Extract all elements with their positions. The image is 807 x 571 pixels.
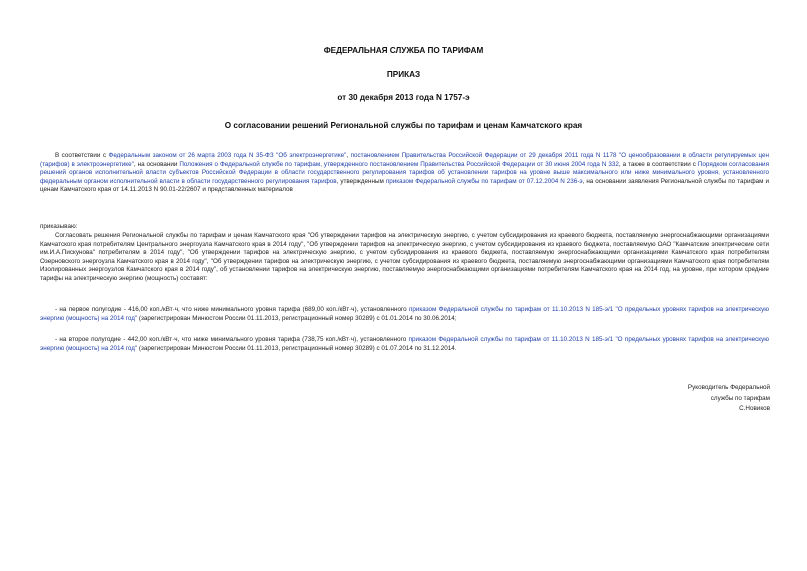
list-item-first-half [40, 306, 769, 323]
link-government-resolution[interactable]: постановлением Правительства Российской Федерации от 29 декабря 2011 года N 1178 "О ценообразовании в области регулируемых цен (тарифов) в электроэнергетике" [40, 152, 769, 168]
link-federal-law[interactable]: Федеральным законом от 26 марта 2003 года N 35-ФЗ "Об электроэнергетике" [108, 152, 347, 159]
link-fst-order-236[interactable]: приказом Федеральной службы по тарифам от 07.12.2004 N 236-э [385, 177, 583, 185]
item-text: - на второе полугодие - 442,00 коп./кВт·ч, что ниже минимального уровня тарифа (738,75 коп./кВт·ч), установленного [55, 336, 409, 343]
signature-name: С.Новиков [739, 405, 770, 412]
preamble-text: , [346, 152, 351, 159]
item-text: (зарегистрирован Минюстом России 01.11.2013, регистрационный номер 30289) с 01.07.2014 по 31.12.2014. [137, 344, 457, 352]
main-paragraph: Согласовать решения Региональной службы по тарифам и ценам Камчатского края "Об утверждении тарифов на электрическую энергию, с учетом субсидирования из краевого бюджета, поставляемую энергоснабжающими организациями Камчатского края потребителям Центрального энергоузла Камчатского края в 2014 году", "Об утверждении тарифов на электрическую энергию, с учетом субсидирования из краевого бюджета, поставляемую ОАО "Камчатские электрические сети им.И.А.Пискунова" потребителям в 2014 году", "Об утверждении тарифов на электрическую энергию, с учетом субсидирования из краевого бюджета, поставляемую энергоснабжающими организациями Камчатского края потребителям Озерновского энергоузла Камчатского края в 2014 году", "Об утверждении тарифов на электрическую энергию, с учетом субсидирования из краевого бюджета, поставляемую энергоснабжающими организациями Камчатского края потребителям Изолированных энергоузлов Камчатского края в 2014 году", об установлении тарифов на электрическую энергию, поставляемую энергоснабжающими организациями потребителям Камчатского края на 2014 год, на уровне, при котором средние тарифы на электрическую энергию (мощность) составят: [40, 232, 769, 282]
link-regulation[interactable]: Положения о Федеральной службе по тарифам, утвержденного постановлением Правительства Российской Федерации от 30 июня 2004 года N 332 [179, 160, 619, 168]
document-date-number: от 30 декабря 2013 года N 1757-э [337, 93, 470, 102]
link-procedure[interactable]: Порядком согласования решений органов исполнительной власти субъектов Российской Федерации в области государственного регулирования тарифов об установлении тарифов на уровне выше максимального или ниже минимального уровня, установленного федеральным органом исполнительной власти в области государственного регулирования тарифов [40, 160, 769, 185]
preamble-text: В соответствии с [55, 152, 109, 159]
link-fst-order-185[interactable]: приказом Федеральной службы по тарифам от 11.10.2013 N 185-э/1 "О предельных уровнях тарифов на электрическую энергию (мощность) на 2014 год" [40, 306, 769, 322]
order-word: приказываю: [40, 223, 78, 230]
document-title: О согласовании решений Региональной службы по тарифам и ценам Камчатского края [224, 121, 583, 130]
signature-agency: службы по тарифам [710, 394, 770, 402]
preamble-text: , на основании [133, 160, 180, 168]
agency-name: ФЕДЕРАЛЬНАЯ СЛУЖБА ПО ТАРИФАМ [323, 46, 484, 55]
document-type: ПРИКАЗ [386, 70, 421, 79]
item-text: - на первое полугодие - 416,00 коп./кВт·ч, что ниже минимального уровня тарифа (689,00 коп./кВт·ч), установленного [55, 306, 409, 313]
preamble-text: , на основании заявления Региональной службы по тарифам и ценам Камчатского края от 14.11.2013 N 90.01-22/2607 и представленных материалов [40, 177, 769, 194]
preamble-text: , утвержденным [336, 177, 386, 185]
list-item-second-half [40, 336, 769, 353]
link-fst-order-185[interactable]: приказом Федеральной службы по тарифам от 11.10.2013 N 185-э/1 "О предельных уровнях тарифов на электрическую энергию (мощность) на 2014 год" [40, 336, 770, 352]
signature-block [660, 383, 770, 415]
item-text: (зарегистрирован Минюстом России 01.11.2013, регистрационный номер 30289) с 01.01.2014 по 30.06.2014; [137, 314, 457, 322]
preamble-paragraph [40, 152, 769, 195]
signature-position: Руководитель Федеральной [687, 384, 770, 391]
preamble-text: , а также в соответствии с [618, 160, 698, 168]
